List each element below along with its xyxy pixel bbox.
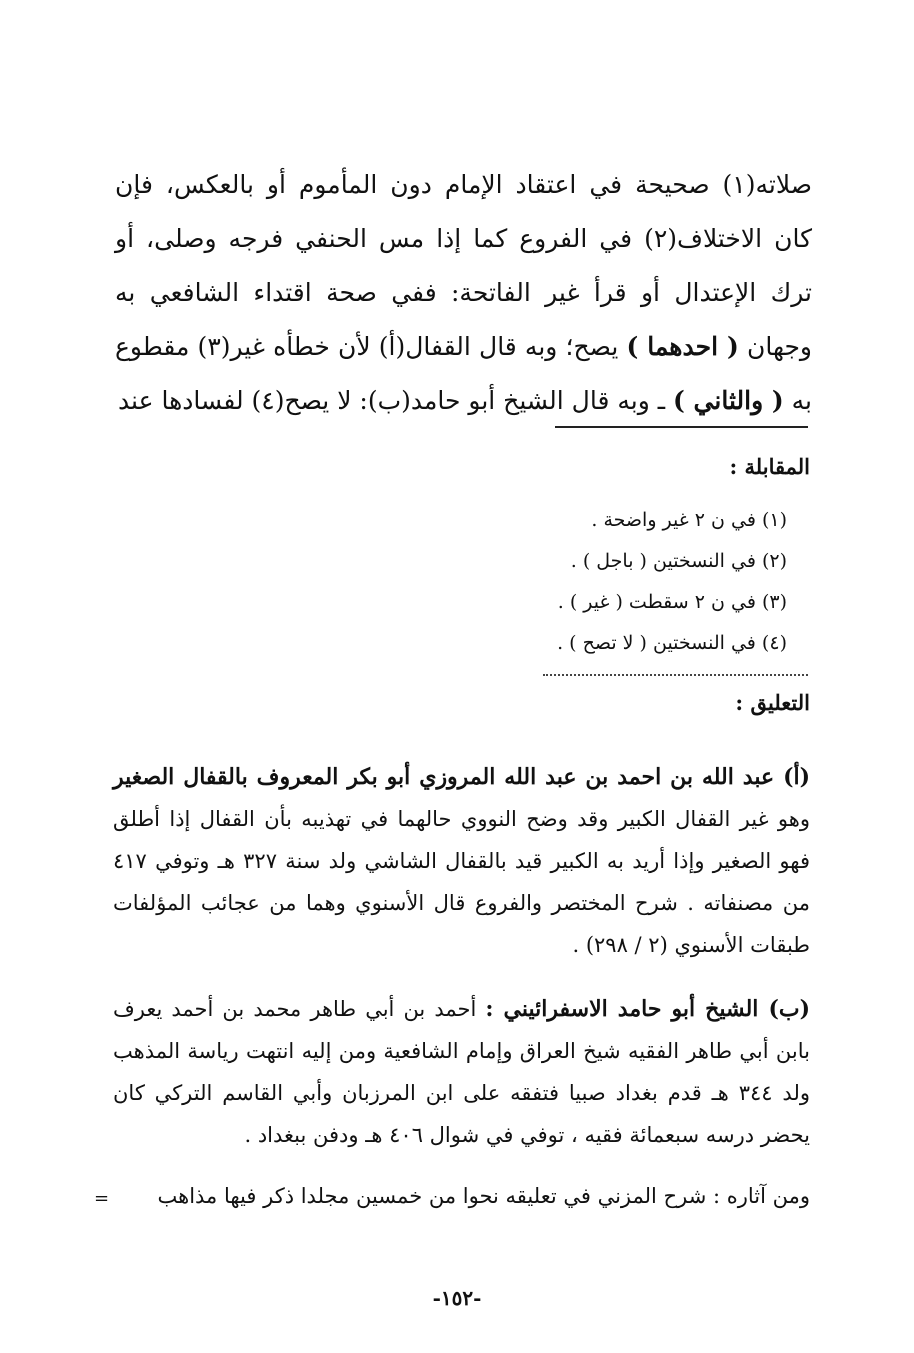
variant-reading: (٣) في ن ٢ سقطت ( غير ) .: [557, 591, 787, 613]
note-b-lead: (ب) الشيخ أبو حامد الاسفرائيني :: [485, 996, 810, 1022]
variant-reading: (٤) في النسختين ( لا تصح ) .: [557, 632, 787, 654]
note-a-body: وهو غير القفال الكبير وقد وضح النووي حالهما في تهذيبه بأن القفال إذا أطلق فهو الصغير وإذا أريد به الكبير قيد بالقفال الشاشي ولد سنة ٣٢٧ هـ وتوفي ٤١٧ من مصنفاته . شرح المختصر والفروع قال الأسنوي وهما من عجائب المؤلفات طبقات الأسنوي (٢ / ٢٩٨) .: [113, 807, 810, 957]
second-opinion-label: ( والثاني ): [673, 386, 784, 415]
first-opinion-label: ( احدهما ): [626, 332, 739, 361]
variant-reading: (١) في ن ٢ غير واضحة .: [591, 509, 787, 531]
main-text-segment: ـ وبه قال الشيخ أبو حامد(ب): لا يصح(٤) لفسادها عند: [117, 386, 674, 415]
main-text-segment: يصح؛ وبه قال القفال(أ) لأن خطأه غير(٣) مقطوع به: [115, 332, 812, 415]
footnote-separator: [555, 426, 808, 428]
main-paragraph: [115, 158, 812, 428]
main-text-segment: صلاته(١) صحيحة في اعتقاد الإمام دون المأموم أو بالعكس، فإن كان الاختلاف(٢) في الفروع كما إذا مس الحنفي فرجه وصلى، أو ترك الإعتدال أو قرأ غير الفاتحة: ففي صحة اقتداء الشافعي به وجهان: [115, 170, 812, 361]
muqabala-heading: المقابلة :: [729, 454, 810, 479]
dotted-separator: [543, 674, 808, 676]
note-b-body: أحمد بن أبي طاهر محمد بن أحمد يعرف بابن أبي طاهر الفقيه شيخ العراق وإمام الشافعية ومن إليه انتهت رياسة المذهب ولد ٣٤٤ هـ قدم بغداد صبيا فتفقه على ابن المرزبان وأبي القاسم التركي كان يحضر درسه سبعمائة فقيه ، توفي في شوال ٤٠٦ هـ ودفن ببغداد .: [113, 997, 810, 1147]
commentary-note-c: ومن آثاره : شرح المزني في تعليقه نحوا من خمسين مجلدا ذكر فيها مذاهب: [157, 1184, 810, 1208]
variant-reading: (٢) في النسختين ( باجل ) .: [570, 550, 787, 572]
taliq-heading: التعليق :: [735, 690, 810, 715]
commentary-note-b: [113, 988, 810, 1156]
note-a-lead: (أ) عبد الله بن احمد بن عبد الله المروزي أبو بكر المعروف بالقفال الصغير: [113, 764, 810, 790]
page-number: -١٥٢-: [432, 1286, 482, 1310]
continuation-mark: =: [94, 1188, 110, 1209]
variant-readings-list: [557, 500, 787, 664]
main-text: [115, 158, 812, 428]
commentary-note-a: [113, 756, 810, 966]
